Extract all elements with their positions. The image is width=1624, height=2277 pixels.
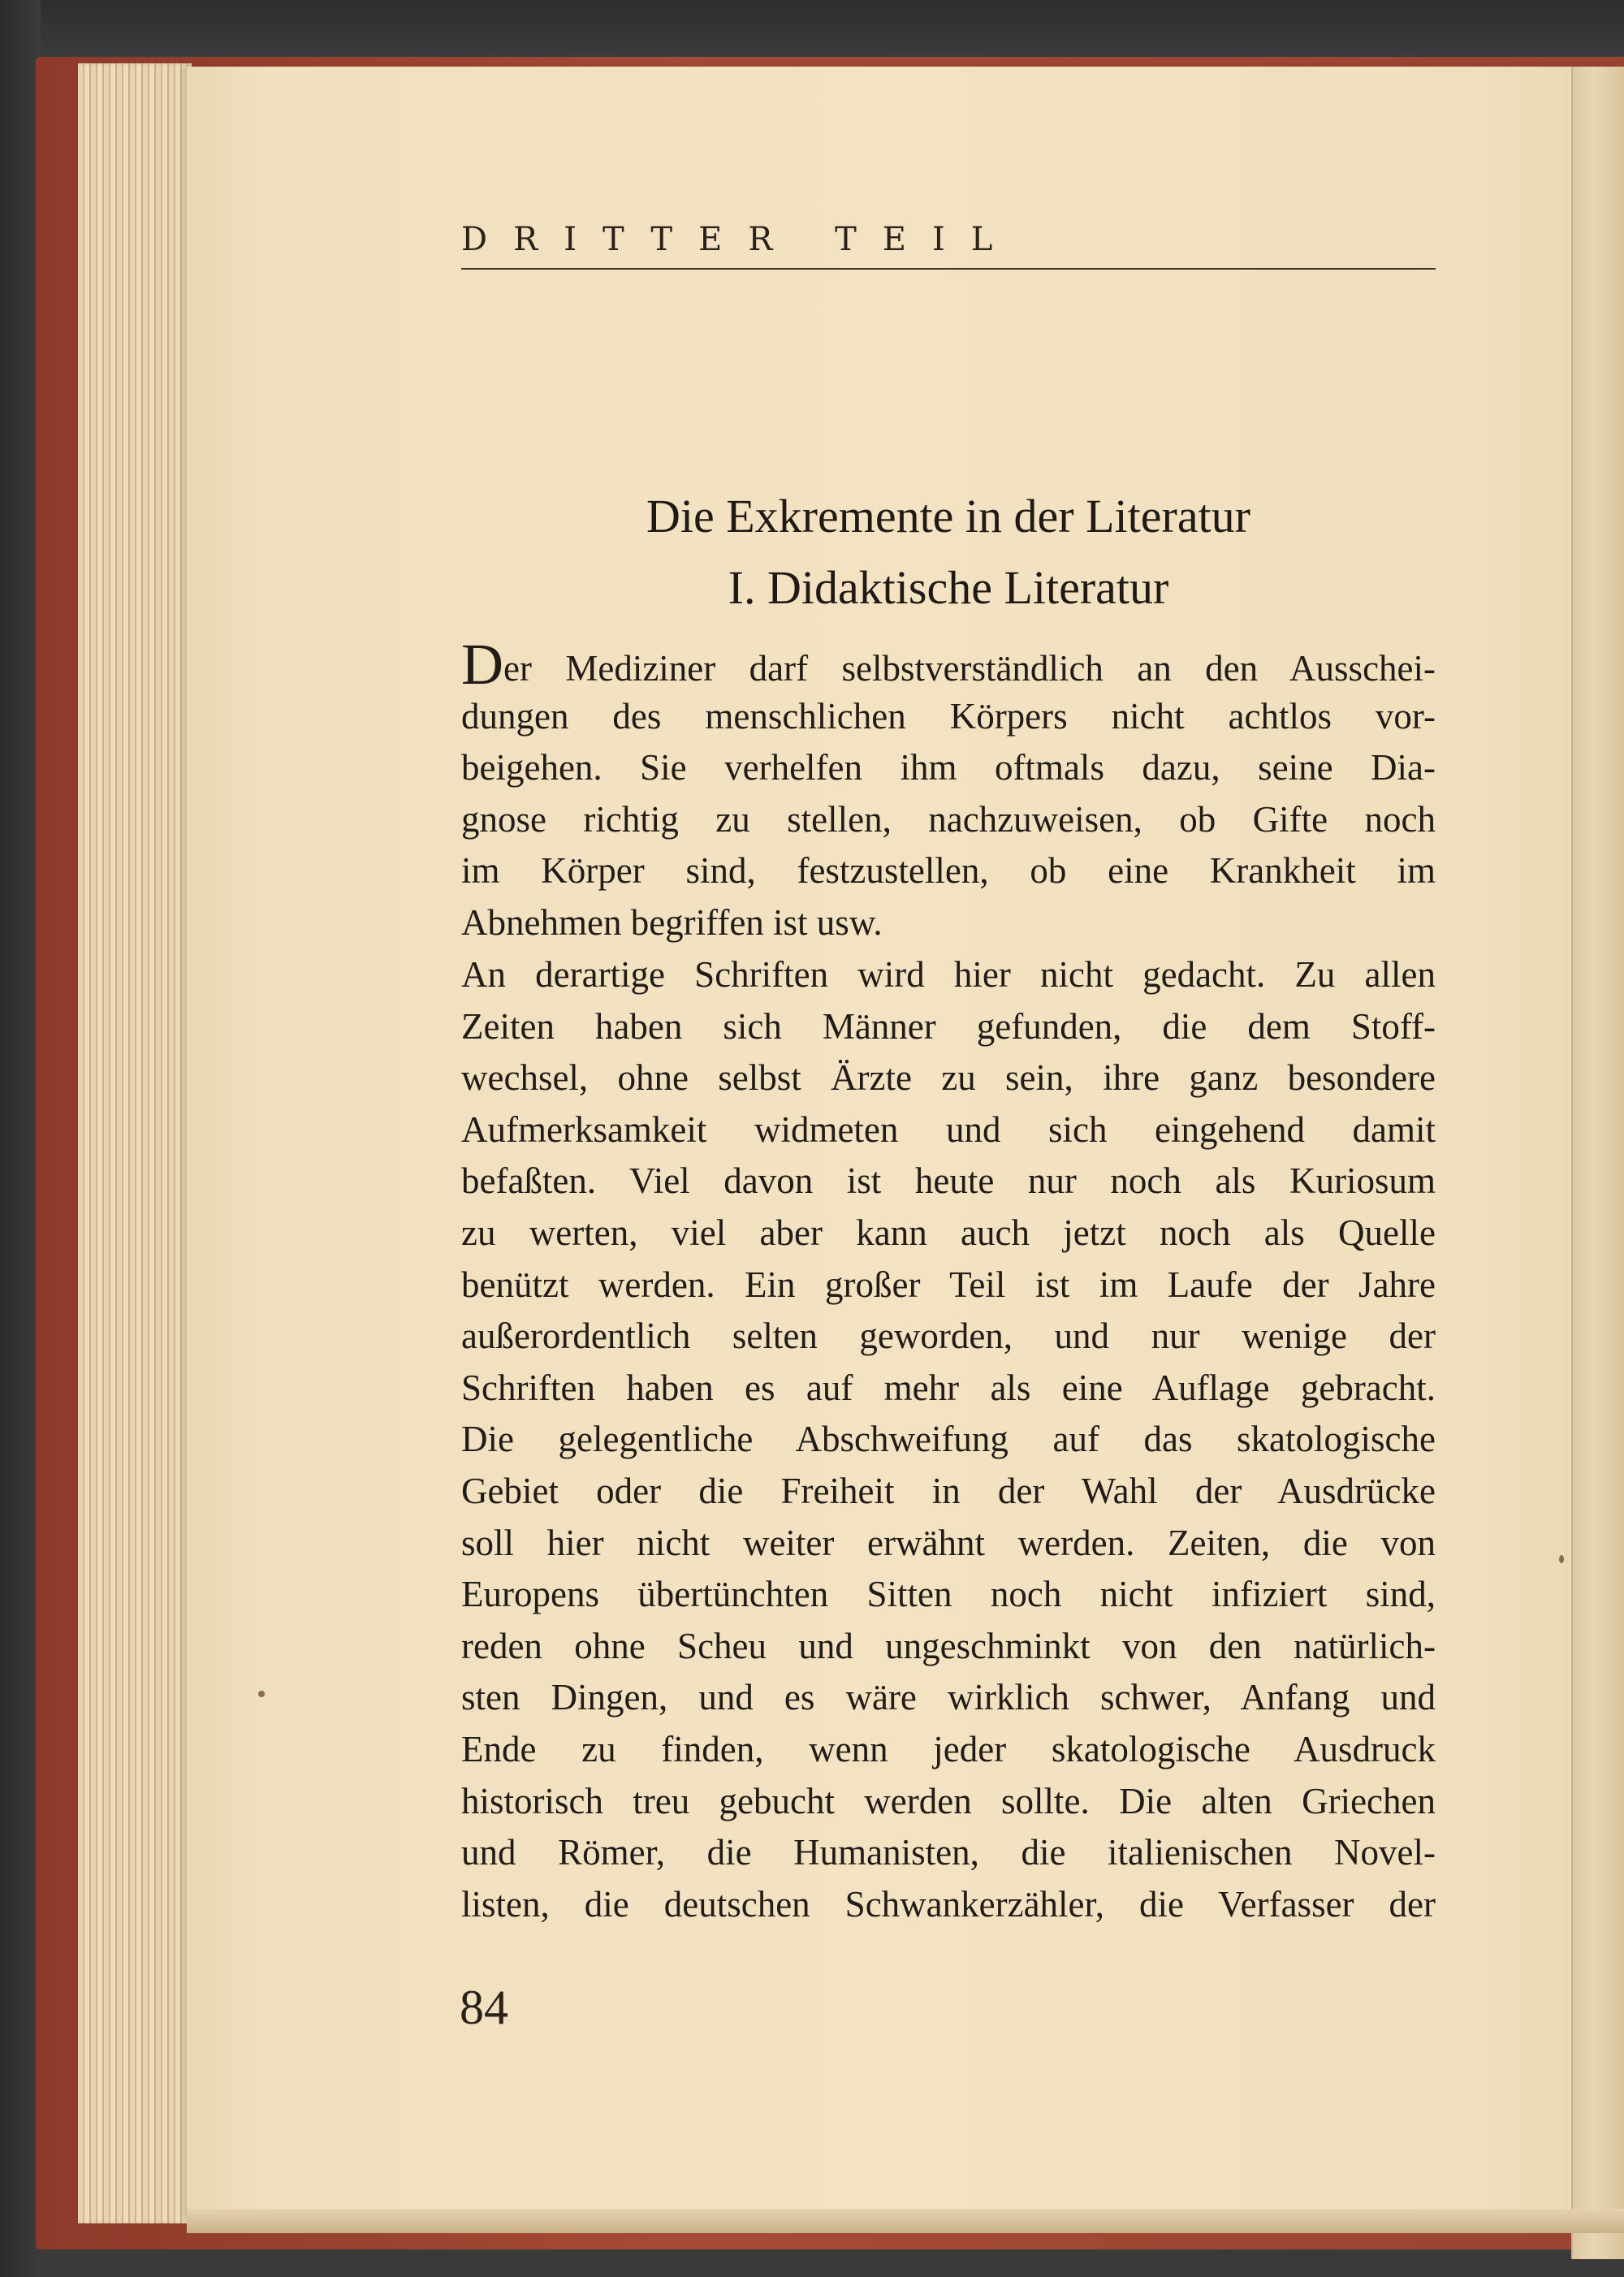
text-line: sten Dingen, und es wäre wirklich schwer, Anfang und [461, 1677, 1436, 1718]
drop-cap: D [461, 632, 503, 697]
text-line: wechsel, ohne selbst Ärzte zu sein, ihre ganz besondere [461, 1057, 1436, 1099]
text-line: gnose richtig zu stellen, nachzuweisen, ob Gifte noch [461, 798, 1436, 840]
text-line: Schriften haben es auf mehr als eine Auflage gebracht. [461, 1367, 1436, 1408]
text-line [461, 632, 1436, 697]
text-line: Gebiet oder die Freiheit in der Wahl der Ausdrücke [461, 1471, 1436, 1511]
text-line: Aufmerksamkeit widmeten und sich eingehend damit [461, 1108, 1436, 1150]
scanner-background-left [0, 0, 41, 2277]
text-line: beigehen. Sie verhelfen ihm oftmals dazu, seine Dia- [461, 747, 1436, 789]
text-line: Die gelegentliche Abschweifung auf das skatologische [461, 1419, 1436, 1460]
paper-speck [258, 1691, 265, 1697]
paper-speck [1559, 1555, 1564, 1563]
text-line: benützt werden. Ein großer Teil ist im Laufe der Jahre [461, 1264, 1436, 1305]
chapter-title: Die Exkremente in der Literatur [646, 490, 1250, 542]
page-number: 84 [460, 1981, 508, 2034]
text-line: An derartige Schriften wird hier nicht gedacht. Zu allen [461, 954, 1436, 995]
text-line: zu werten, viel aber kann auch jetzt noch als Quelle [461, 1212, 1436, 1253]
text-line: befaßten. Viel davon ist heute nur noch als Kuriosum [461, 1160, 1436, 1202]
page-bottom-edge [187, 2209, 1624, 2233]
text-line: im Körper sind, festzustellen, ob eine Krankheit im [461, 850, 1436, 892]
text-line: listen, die deutschen Schwankerzähler, die Verfasser der [461, 1883, 1436, 1925]
text-line: soll hier nicht weiter erwähnt werden. Zeiten, die von [461, 1522, 1436, 1563]
text-line: Ende zu finden, wenn jeder skatologische Ausdruck [461, 1729, 1436, 1769]
text-line: dungen des menschlichen Körpers nicht achtlos vor- [461, 695, 1436, 737]
scanner-background [0, 0, 1624, 65]
text-line: Zeiten haben sich Männer gefunden, die dem Stoff- [461, 1005, 1436, 1047]
running-head: DRITTER TEIL [461, 221, 1019, 258]
header-rule [461, 268, 1436, 270]
page-edges [78, 63, 192, 2223]
text-line: außerordentlich selten geworden, und nur wenige der [461, 1316, 1436, 1357]
text-line: Abnehmen begriffen ist usw. [461, 902, 883, 943]
text-line: reden ohne Scheu und ungeschminkt von den natürlich- [461, 1625, 1436, 1666]
facing-page-edge [1571, 67, 1624, 2259]
text-line-content: er Mediziner darf selbstverständlich an den Ausschei- [503, 648, 1436, 689]
section-title: I. Didaktische Literatur [728, 561, 1169, 614]
text-line: historisch treu gebucht werden sollte. Die alten Griechen [461, 1780, 1436, 1821]
text-line: Europens übertünchten Sitten noch nicht infiziert sind, [461, 1574, 1436, 1615]
text-line: und Römer, die Humanisten, die italienischen Novel- [461, 1832, 1436, 1873]
